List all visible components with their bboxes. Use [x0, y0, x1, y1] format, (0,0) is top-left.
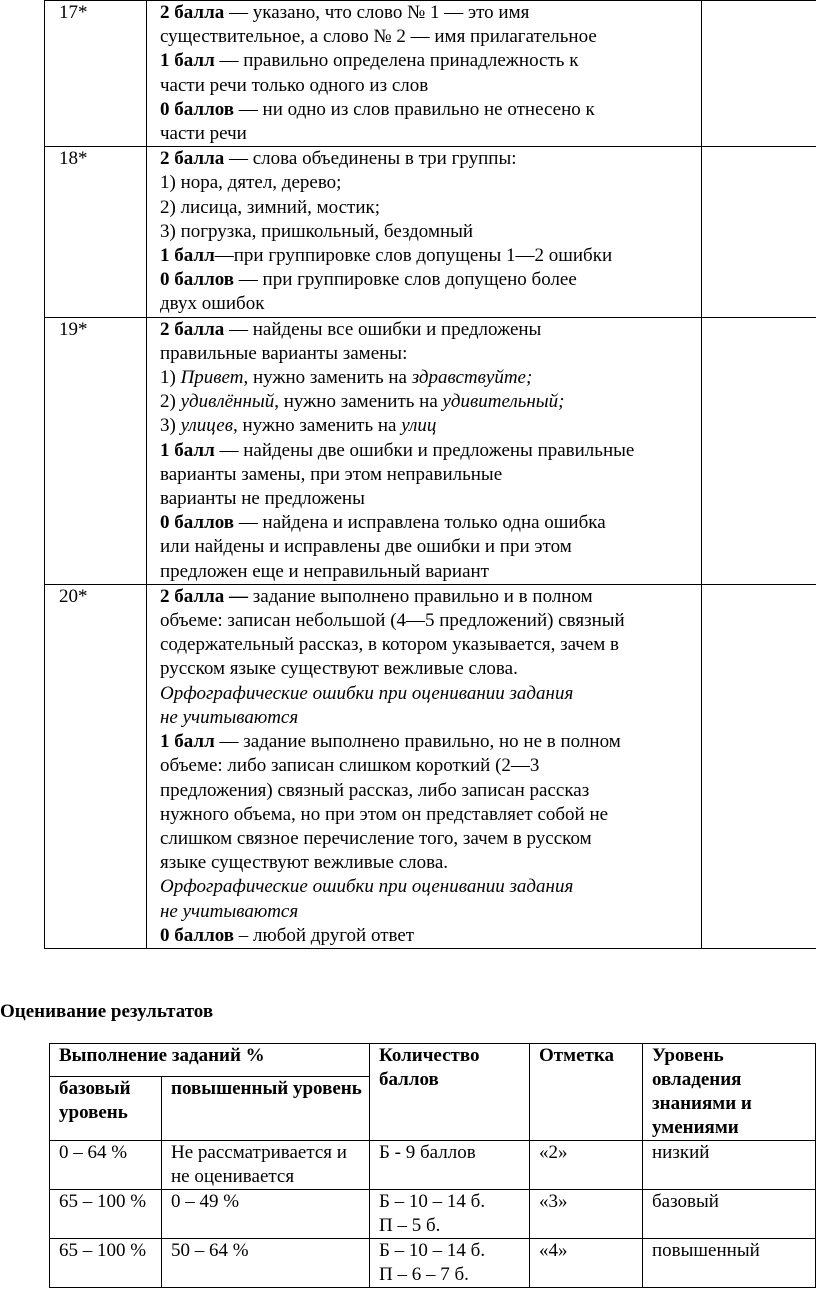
task-number: 17*	[45, 1, 147, 147]
criteria-text: существительное, а слово № 2 — имя прилагательное	[160, 26, 597, 48]
scoring-criteria	[147, 147, 702, 317]
basic-level-percent: 65 – 100 %	[50, 1239, 162, 1288]
criteria-text: или найдены и исправлены две ошибки и при этом	[160, 536, 572, 558]
criteria-text: — найдены две ошибки и предложены правильные	[214, 439, 635, 461]
header-performance: Выполнение заданий %	[50, 1044, 370, 1077]
criteria-text: — найдены все ошибки и предложены	[224, 318, 542, 340]
criteria-line	[160, 560, 697, 584]
grade-mark: «2»	[530, 1141, 643, 1190]
criteria-text: — задание выполнено правильно, но не в полном	[214, 731, 621, 753]
criteria-line	[160, 244, 697, 268]
criteria-text: нужного объема, но при этом он представляет собой не	[160, 803, 609, 825]
criteria-text: части речи только одного из слов	[160, 74, 429, 96]
header-points: Количество баллов	[370, 1044, 530, 1141]
mastery-level: повышенный	[643, 1239, 816, 1288]
basic-level-percent: 0 – 64 %	[50, 1141, 162, 1190]
points-label: 0 баллов	[160, 924, 235, 946]
criteria-text: — найдена и исправлена только одна ошибка	[234, 512, 606, 534]
criteria-line	[160, 366, 697, 390]
criteria-text: —при группировке слов допущены 1—2 ошибки	[214, 245, 613, 267]
criteria-line	[160, 682, 697, 706]
criteria-line	[160, 875, 697, 899]
criteria-row	[45, 317, 816, 584]
results-row	[50, 1239, 816, 1288]
points-cell	[370, 1141, 530, 1190]
criteria-line	[160, 292, 697, 316]
advanced-level-percent: 0 – 49 %	[162, 1190, 370, 1239]
italic-text: улиц	[401, 415, 437, 437]
italic-text: не учитываются	[160, 706, 299, 728]
criteria-line	[160, 657, 697, 681]
criteria-text: русском языке существуют вежливые слова.	[160, 658, 518, 680]
points-label: 2 балла	[160, 148, 225, 170]
points-label: 1 балл	[160, 731, 215, 753]
points-line: П – 6 – 7 б.	[379, 1264, 469, 1285]
header-mastery: Уровень овладения знаниями и умениями	[643, 1044, 816, 1141]
results-header-row	[50, 1044, 816, 1077]
criteria-text: – любой другой ответ	[234, 924, 415, 946]
header-grade: Отметка	[530, 1044, 643, 1141]
criteria-line	[160, 463, 697, 487]
italic-text: Орфографические ошибки при оценивании задания	[160, 876, 574, 898]
criteria-text: объеме: записан небольшой (4—5 предложений) связный	[160, 610, 625, 632]
italic-text: удивлённый	[180, 391, 275, 413]
criteria-line	[160, 74, 697, 98]
criteria-text: 1) нора, дятел, дерево;	[160, 172, 342, 194]
criteria-text: — правильно определена принадлежность к	[214, 50, 579, 72]
criteria-line	[160, 609, 697, 633]
criteria-line	[160, 730, 697, 754]
grade-mark: «4»	[530, 1239, 643, 1288]
criteria-text: , нужно заменить на	[232, 415, 402, 437]
criteria-line	[160, 147, 697, 171]
criteria-text: предложения) связный рассказ, либо записан рассказ	[160, 779, 590, 801]
criteria-text: — при группировке слов допущено более	[234, 269, 577, 291]
criteria-line	[160, 171, 697, 195]
points-line: Б - 9 баллов	[379, 1142, 476, 1163]
scoring-criteria	[147, 584, 702, 948]
criteria-line	[160, 25, 697, 49]
criteria-line	[160, 414, 697, 438]
results-row	[50, 1141, 816, 1190]
criteria-text: языке существуют вежливые слова.	[160, 852, 449, 874]
criteria-line	[160, 900, 697, 924]
header-advanced-level: повышенный уровень	[162, 1076, 370, 1140]
italic-text: не учитываются	[160, 900, 299, 922]
criteria-line	[160, 342, 697, 366]
criteria-line	[160, 754, 697, 778]
criteria-row	[45, 1, 816, 147]
criteria-table	[44, 0, 816, 949]
criteria-line	[160, 511, 697, 535]
results-table-body	[50, 1141, 816, 1288]
criteria-line	[160, 487, 697, 511]
points-label: 1 балл	[160, 50, 215, 72]
points-label: 0 баллов	[160, 98, 235, 120]
points-label: 1 балл	[160, 439, 215, 461]
points-line: Б – 10 – 14 б.	[379, 1240, 486, 1261]
criteria-line	[160, 196, 697, 220]
points-label: 1 балл	[160, 245, 215, 267]
criteria-table-body	[45, 1, 816, 949]
italic-text: здравствуйте;	[411, 367, 533, 389]
results-table	[49, 1043, 816, 1288]
criteria-line	[160, 318, 697, 342]
results-row	[50, 1190, 816, 1239]
criteria-text: — указано, что слово № 1 — это имя	[224, 2, 530, 23]
criteria-line	[160, 220, 697, 244]
criteria-text: задание выполнено правильно и в полном	[248, 585, 593, 607]
criteria-line	[160, 98, 697, 122]
results-heading: Оценивание результатов	[0, 1001, 214, 1022]
criteria-line	[160, 706, 697, 730]
italic-text: удивительный;	[442, 391, 565, 413]
criteria-text: — ни одно из слов правильно не отнесено к	[234, 98, 595, 120]
task-number: 18*	[45, 147, 147, 317]
advanced-level-percent: Не рассматривается и не оценивается	[162, 1141, 370, 1190]
criteria-line	[160, 633, 697, 657]
criteria-text: части речи	[160, 123, 247, 145]
criteria-line	[160, 390, 697, 414]
points-line: Б – 10 – 14 б.	[379, 1191, 486, 1212]
criteria-row	[45, 584, 816, 948]
criteria-text: , нужно заменить на	[274, 391, 443, 413]
criteria-line	[160, 439, 697, 463]
basic-level-percent: 65 – 100 %	[50, 1190, 162, 1239]
empty-cell	[702, 317, 816, 584]
advanced-level-percent: 50 – 64 %	[162, 1239, 370, 1288]
italic-text: Привет	[180, 367, 244, 389]
points-label: 0 баллов	[160, 269, 235, 291]
scoring-criteria	[147, 317, 702, 584]
grade-mark: «3»	[530, 1190, 643, 1239]
criteria-text: объеме: либо записан слишком короткий (2—3	[160, 755, 540, 777]
scoring-criteria	[147, 1, 702, 147]
criteria-line	[160, 122, 697, 146]
criteria-line	[160, 803, 697, 827]
points-line: П – 5 б.	[379, 1215, 441, 1236]
criteria-text: 1)	[160, 367, 181, 389]
criteria-text: 3)	[160, 415, 181, 437]
criteria-text: предложен еще и неправильный вариант	[160, 560, 489, 582]
criteria-text: , нужно заменить на	[243, 367, 412, 389]
points-label: 2 балла	[160, 318, 225, 340]
criteria-line	[160, 827, 697, 851]
criteria-line	[160, 268, 697, 292]
criteria-line	[160, 49, 697, 73]
criteria-line	[160, 924, 697, 948]
points-cell	[370, 1190, 530, 1239]
criteria-line	[160, 851, 697, 875]
criteria-text: 3) погрузка, пришкольный, бездомный	[160, 220, 474, 242]
criteria-text: — слова объединены в три группы:	[224, 148, 517, 170]
criteria-line	[160, 535, 697, 559]
italic-text: Орфографические ошибки при оценивании задания	[160, 682, 574, 704]
empty-cell	[702, 1, 816, 147]
criteria-line	[160, 585, 697, 609]
criteria-line	[160, 1, 697, 25]
mastery-level: базовый	[643, 1190, 816, 1239]
header-basic-level: базовый уровень	[50, 1076, 162, 1140]
criteria-text: 2)	[160, 391, 181, 413]
criteria-text: правильные варианты замены:	[160, 342, 408, 364]
criteria-line	[160, 779, 697, 803]
criteria-row	[45, 147, 816, 317]
criteria-text: варианты замены, при этом неправильные	[160, 463, 503, 485]
task-number: 20*	[45, 584, 147, 948]
criteria-text: содержательный рассказ, в котором указывается, зачем в	[160, 634, 620, 656]
points-cell	[370, 1239, 530, 1288]
criteria-text: слишком связное перечисление того, зачем в русском	[160, 827, 592, 849]
task-number: 19*	[45, 317, 147, 584]
mastery-level: низкий	[643, 1141, 816, 1190]
empty-cell	[702, 584, 816, 948]
empty-cell	[702, 147, 816, 317]
points-label: 0 баллов	[160, 512, 235, 534]
points-label: 2 балла —	[160, 585, 248, 607]
criteria-text: двух ошибок	[160, 293, 265, 315]
criteria-text: 2) лисица, зимний, мостик;	[160, 196, 381, 218]
criteria-text: варианты не предложены	[160, 488, 365, 510]
points-label: 2 балла	[160, 2, 225, 23]
italic-text: улицев	[180, 415, 233, 437]
